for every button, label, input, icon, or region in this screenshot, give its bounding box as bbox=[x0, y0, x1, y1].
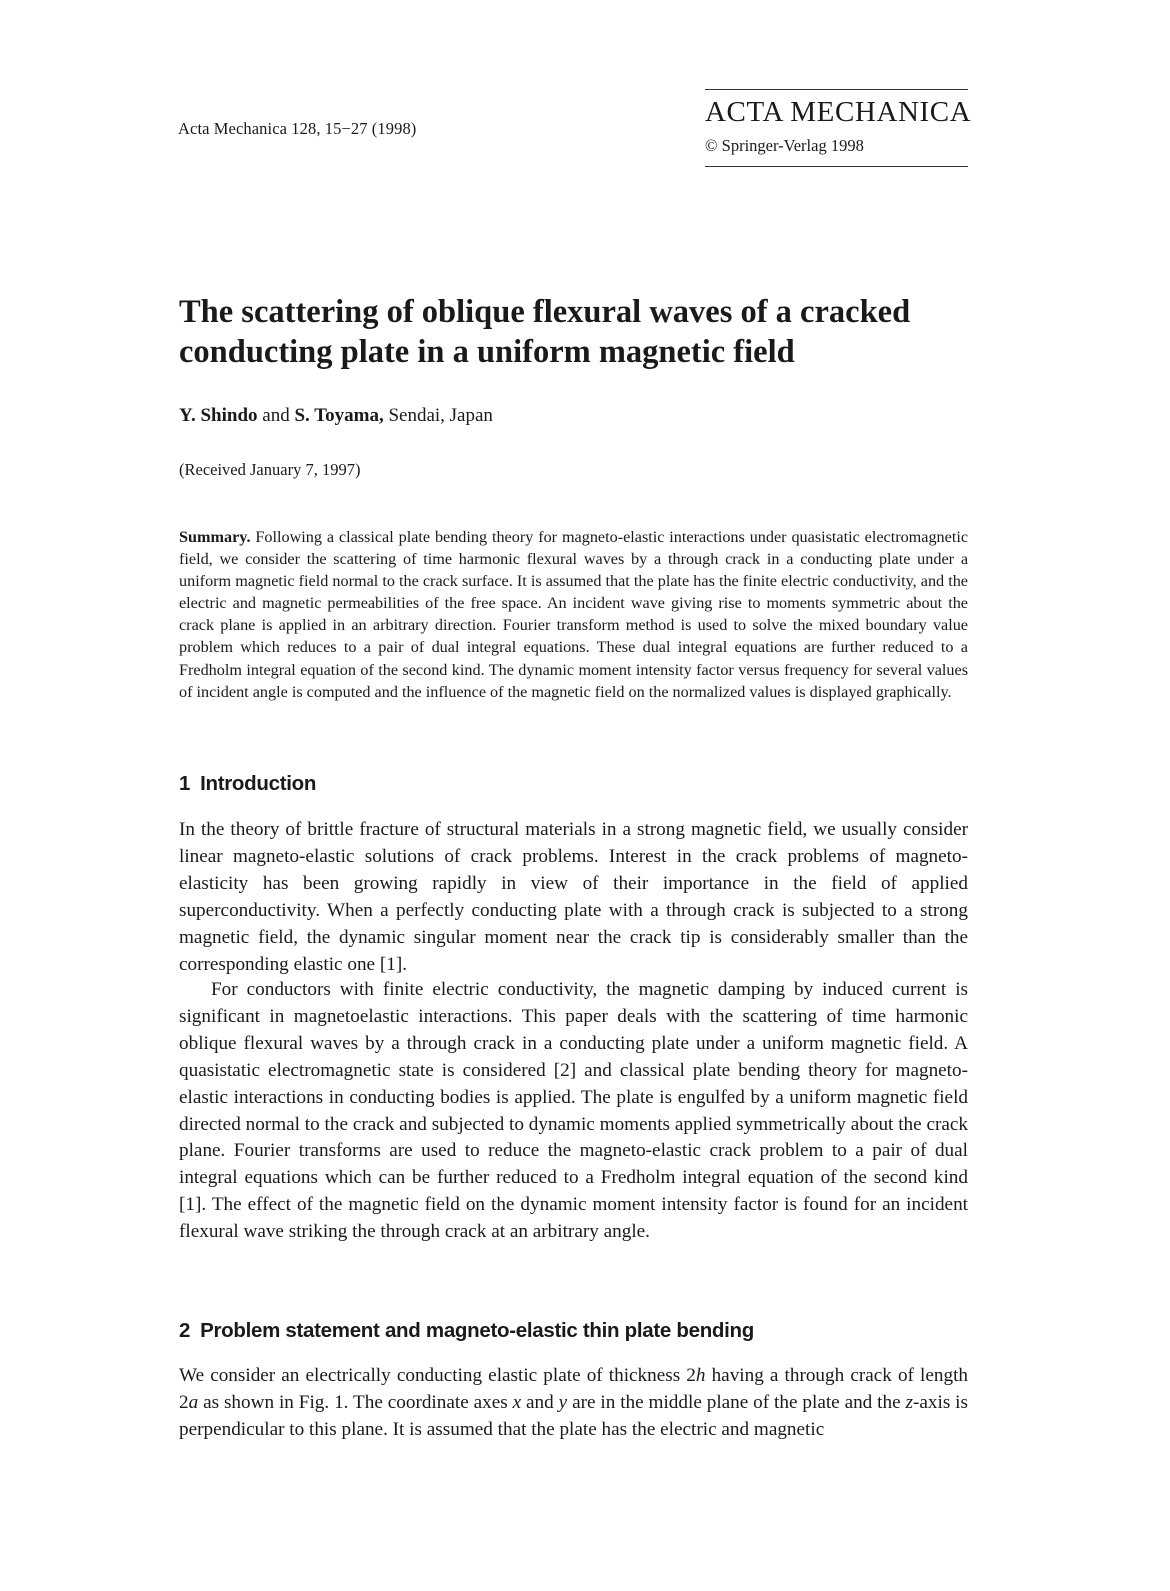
math-variable: h bbox=[695, 1365, 706, 1386]
text-segment: We consider an electrically conducting elastic plate of thickness 2 bbox=[179, 1365, 696, 1386]
intro-paragraph-1: In the theory of brittle fracture of structural materials in a strong magnetic field, we usually consider linear magneto-elastic solutions of crack problems. Interest in the crack problems of magneto-elasticity has been growing rapidly in view of their importance in the field of applied superconductivity. When a perfectly conducting plate with a through crack is subjected to a strong magnetic field, the dynamic singular moment near the crack tip is considerably smaller than the corresponding elastic one [1]. bbox=[179, 819, 968, 975]
section-heading-problem-statement bbox=[179, 1319, 754, 1343]
summary-text: Following a classical plate bending theory for magneto-elastic interactions under quasistatic electromagnetic field, we consider the scattering of time harmonic flexural waves by a through crack in a conducting plate under a uniform magnetic field normal to the crack surface. It is assumed that the plate has the finite electric conductivity, and the electric and magnetic permeabilities of the free space. An incident wave giving rise to moments symmetric about the crack plane is applied in an arbitrary direction. Fourier transform method is used to solve the mixed boundary value problem which reduces to a pair of dual integral equations. These dual integral equations are further reduced to a Fredholm integral equation of the second kind. The dynamic moment intensity factor versus frequency for several values of incident angle is computed and the influence of the magnetic field on the normalized values is displayed graphically. bbox=[179, 528, 969, 701]
section-number: 2 bbox=[179, 1319, 191, 1342]
author-conjunction: and bbox=[257, 405, 295, 426]
masthead-top-rule bbox=[705, 89, 968, 90]
section-number: 1 bbox=[179, 772, 191, 795]
copyright-notice: © Springer-Verlag 1998 bbox=[705, 136, 864, 155]
section-title: Problem statement and magneto-elastic thin plate bending bbox=[200, 1319, 754, 1342]
author-1: Y. Shindo bbox=[179, 405, 258, 426]
intro-paragraph-2: For conductors with finite electric conductivity, the magnetic damping by induced current is significant in magnetoelastic interactions. This paper deals with the scattering of time harmonic oblique flexural waves by a through crack in a conducting plate under a uniform magnetic field. A quasistatic electromagnetic state is considered [2] and classical plate bending theory for magneto-elastic interactions in conducting bodies is applied. The plate is engulfed by a uniform magnetic field directed normal to the crack and subjected to dynamic moments applied symmetrically about the crack plane. Fourier transforms are used to reduce the magneto-elastic crack problem to a pair of dual integral equations which can be further reduced to a Fredholm integral equation of the second kind [1]. The effect of the magnetic field on the dynamic moment intensity factor is found for an incident flexural wave striking the through crack at an arbitrary angle. bbox=[179, 979, 968, 1243]
masthead-bottom-rule bbox=[705, 166, 968, 167]
text-segment: having a through crack of length 2 bbox=[179, 1365, 968, 1413]
author-2: S. Toyama, bbox=[294, 405, 384, 426]
summary-label: Summary. bbox=[179, 528, 251, 546]
article-title bbox=[179, 292, 979, 372]
section-title: Introduction bbox=[200, 772, 317, 795]
math-variable: y bbox=[558, 1391, 568, 1413]
summary-abstract bbox=[179, 526, 968, 703]
text-segment: are in the middle plane of the plate and the bbox=[567, 1391, 906, 1413]
text-segment: and bbox=[521, 1391, 559, 1413]
title-line-2: conducting plate in a uniform magnetic field bbox=[179, 334, 795, 370]
math-variable: x bbox=[512, 1391, 522, 1413]
title-line-1: The scattering of oblique flexural waves of a cracked bbox=[179, 294, 911, 330]
journal-reference: Acta Mechanica 128, 15−27 (1998) bbox=[178, 119, 417, 138]
problem-paragraph-1 bbox=[179, 1363, 968, 1444]
received-date: (Received January 7, 1997) bbox=[179, 460, 361, 479]
text-segment: -axis is perpendicular to this plane. It is assumed that the plate has the electric and magnetic bbox=[179, 1391, 968, 1440]
math-variable: z bbox=[905, 1391, 913, 1413]
affiliation: Sendai, Japan bbox=[383, 405, 493, 426]
section-heading-introduction bbox=[179, 772, 316, 796]
author-line bbox=[179, 405, 493, 427]
text-segment: as shown in Fig. 1. The coordinate axes bbox=[198, 1391, 513, 1413]
math-variable: a bbox=[188, 1391, 199, 1413]
journal-name: ACTA MECHANICA bbox=[705, 96, 972, 128]
